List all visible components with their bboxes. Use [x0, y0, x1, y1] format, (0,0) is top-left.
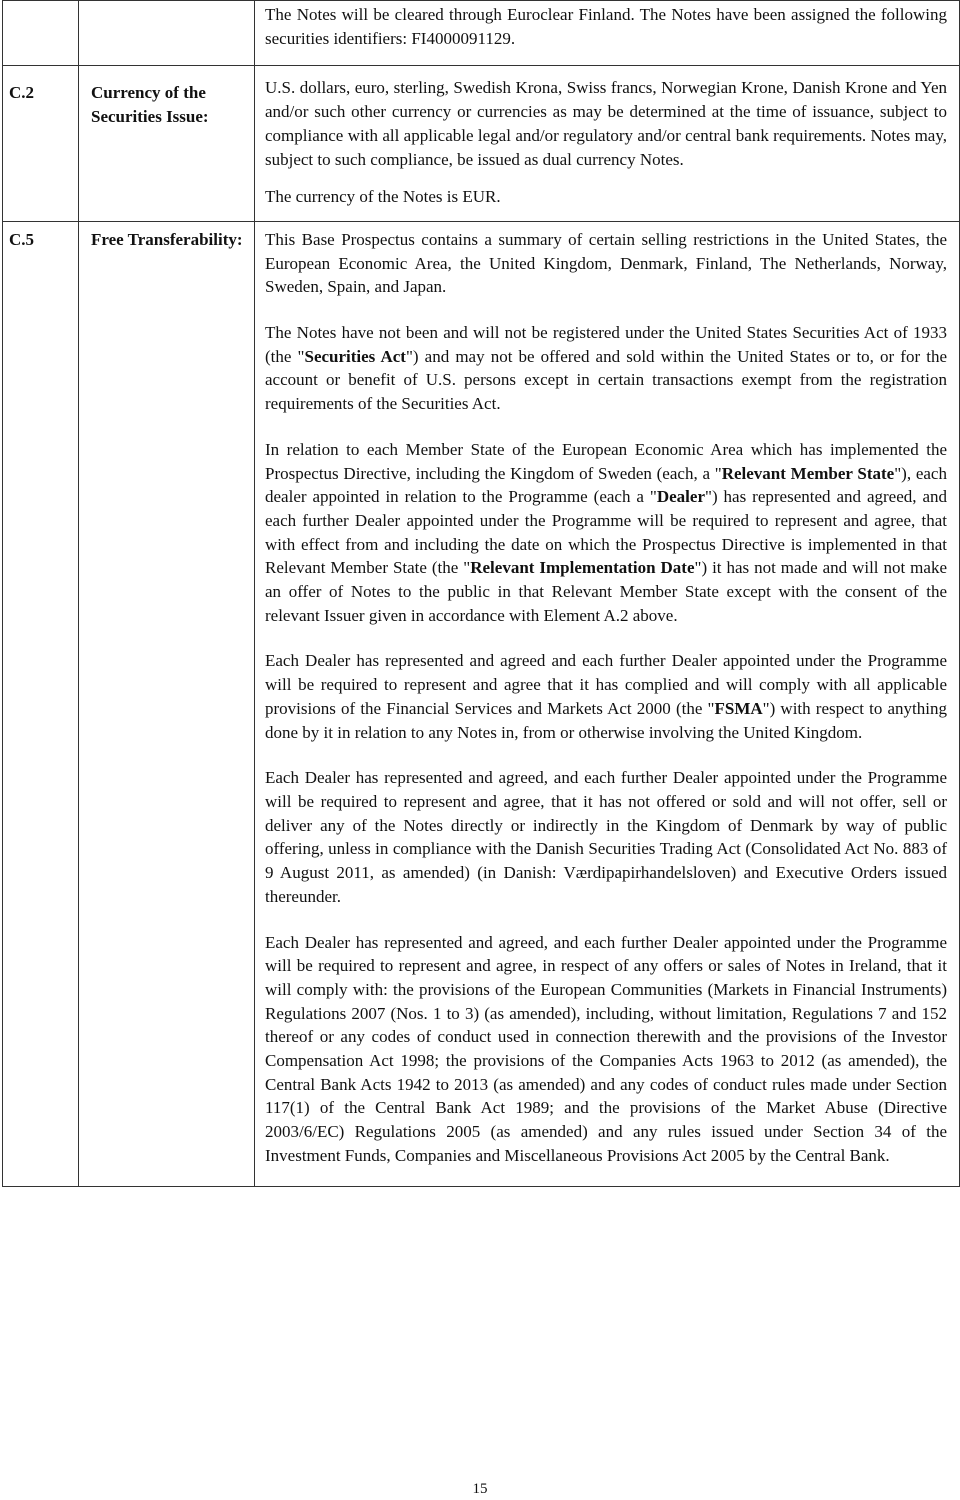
paragraph: Each Dealer has represented and agreed and each further Dealer appointed under the Programme will be required to represent and agree that it has complied and will comply with all applicable provisions of the Financial Services and Markets Act 2000 (the "FSMA") with respect to anything done by it in relation to any Notes in, from or otherwise involving the United Kingdom.	[265, 651, 947, 742]
paragraph: The Notes will be cleared through Euroclear Finland. The Notes have been assigned the following securities identifiers: FI4000091129.	[265, 5, 947, 48]
paragraph: Each Dealer has represented and agreed, and each further Dealer appointed under the Programme will be required to represent and agree, that it has not offered or sold and will not offer, sell or deliver any of the Notes directly or indirectly in the Kingdom of Denmark by way of public offering, unless in compliance with the Danish Securities Trading Act (Consolidated Act No. 883 of 9 August 2011, as amended) (in Danish: Værdipapirhandelsloven) and Executive Orders issued thereunder.	[265, 768, 947, 906]
summary-table	[2, 0, 960, 1187]
element-label: Free Transferability:	[91, 229, 243, 249]
element-content-cell	[255, 1, 960, 66]
element-code	[3, 1, 78, 3]
element-label: Currency of the Securities Issue:	[91, 83, 209, 127]
paragraph: U.S. dollars, euro, sterling, Swedish Krona, Swiss francs, Norwegian Krone, Danish Krone and Yen and/or such other currency or currencies as may be determined at the time of issuance, subject to compliance with all applicable legal and/or regulatory and/or central bank requirements. Notes may, subject to such compliance, be issued as dual currency Notes.	[265, 78, 947, 169]
paragraph: The Notes have not been and will not be registered under the United States Securities Act of 1933 (the "Securities Act") and may not be offered and sold within the United States or to, or for the account or benefit of U.S. persons except in certain transactions exempt from the registration requirements of the Securities Act.	[265, 323, 948, 414]
element-label-cell	[79, 1, 255, 66]
paragraph: The currency of the Notes is EUR.	[265, 187, 501, 207]
page-number: 15	[472, 1481, 488, 1497]
element-code: C.5	[9, 229, 35, 249]
element-content-cell	[255, 66, 960, 222]
table-row	[3, 66, 960, 222]
element-code: C.2	[9, 83, 35, 103]
paragraph: Each Dealer has represented and agreed, and each further Dealer appointed under the Programme will be required to represent and agree, in respect of any offers or sales of Notes in Ireland, that it will comply with: the provisions of the European Communities (Markets in Financial Instruments) Regulations 2007 (Nos. 1 to 3) (as amended), including, without limitation, Regulations 7 and 152 thereof or any codes of conduct used in connection therewith and the provisions of the Investor Compensation Act 1998; the provisions of the Companies Acts 1963 to 2012 (as amended), the Central Bank Acts 1942 to 2013 (as amended) and any codes of conduct rules made under Section 117(1) of the Central Bank Act 1989; and the provisions of the Market Abuse (Directive 2003/6/EC) Regulations 2005 (as amended) and any rules issued under Section 34 of the Investment Funds, Companies and Miscellaneous Provisions Act 2005 by the Central Bank.	[265, 932, 947, 1165]
element-label	[79, 1, 254, 3]
element-label-cell	[79, 221, 255, 1186]
table-row	[3, 1, 960, 66]
element-code-cell	[3, 221, 79, 1186]
paragraph: This Base Prospectus contains a summary of certain selling restrictions in the United States, the European Economic Area, the United Kingdom, Denmark, Finland, The Netherlands, Norway, Sweden, Spain, and Japan.	[265, 229, 947, 297]
element-content-cell	[255, 221, 960, 1186]
element-label-cell	[79, 66, 255, 222]
table-row	[3, 221, 960, 1186]
element-code-cell	[3, 1, 79, 66]
paragraph: In relation to each Member State of the European Economic Area which has implemented the Prospectus Directive, including the Kingdom of Sweden (each, a "Relevant Member State"), each dealer appointed in relation to the Programme (each a "Dealer") has represented and agreed, and each further Dealer appointed under the Programme will be required to represent and agree, that with effect from and including the date on which the Prospectus Directive is implemented in that Relevant Member State (the "Relevant Implementation Date") it has not made and will not make an offer of Notes to the public in that Relevant Member State except with the consent of the relevant Issuer given in accordance with Element A.2 above.	[265, 439, 947, 625]
element-code-cell	[3, 66, 79, 222]
